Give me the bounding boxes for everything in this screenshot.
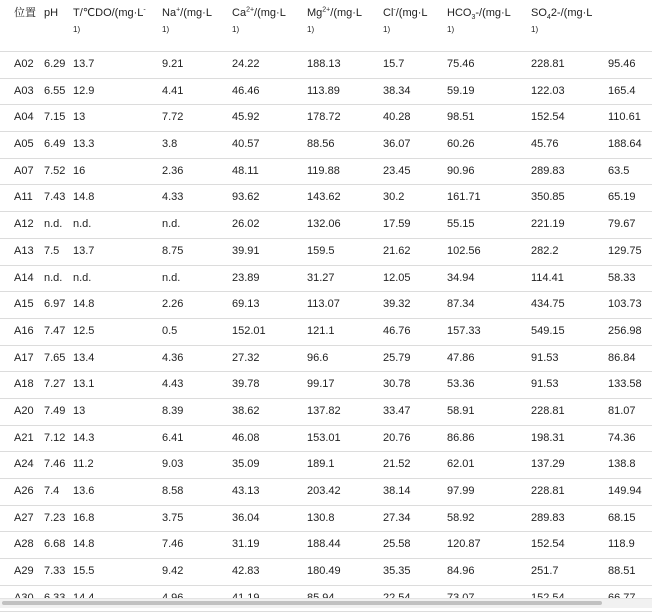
- column-header: [162, 3, 212, 37]
- table-cell: 81.07: [608, 404, 636, 417]
- site-id-cell: A13: [14, 244, 34, 257]
- table-cell: 84.96: [447, 565, 475, 578]
- table-cell: 6.68: [44, 538, 66, 551]
- table-row: [0, 185, 652, 212]
- header-unit-suffix: 1): [232, 25, 240, 34]
- table-cell: 9.21: [162, 58, 184, 70]
- table-cell: 13: [73, 111, 86, 124]
- table-cell: n.d.: [73, 218, 92, 231]
- header-text: 位置: [14, 7, 36, 19]
- table-cell: 62.01: [447, 458, 475, 471]
- table-cell: 152.54: [531, 538, 565, 551]
- table-cell: 4.36: [162, 351, 184, 364]
- header-superscript: +: [176, 6, 181, 14]
- table-cell: 27.32: [232, 351, 260, 364]
- table-row: [0, 239, 652, 266]
- table-cell: 132.06: [307, 218, 341, 231]
- table-cell: 15.7: [383, 58, 405, 70]
- table-cell: 143.62: [307, 191, 341, 204]
- table-cell: 74.36: [608, 431, 636, 444]
- table-cell: 178.72: [307, 111, 341, 124]
- header-text: /(mg·L: [254, 7, 286, 19]
- table-cell: 91.53: [531, 351, 559, 364]
- table-cell: 17.59: [383, 218, 411, 231]
- table-cell: 30.78: [383, 378, 411, 391]
- table-cell: 79.67: [608, 218, 636, 231]
- table-cell: 86.84: [608, 351, 636, 364]
- table-cell: 119.88: [307, 164, 340, 177]
- table-cell: n.d.: [162, 218, 181, 231]
- header-unit-suffix: 1): [383, 25, 391, 34]
- site-id-cell: A12: [14, 218, 34, 231]
- table-row: [0, 399, 652, 426]
- table-cell: 121.1: [307, 324, 335, 337]
- header-text: pH: [44, 7, 59, 19]
- table-cell: 46.08: [232, 431, 260, 444]
- table-cell: 7.27: [44, 378, 66, 391]
- table-cell: 138.8: [608, 458, 636, 471]
- table-cell: 9.03: [162, 458, 184, 471]
- table-cell: 289.83: [531, 164, 565, 177]
- table-cell: 58.92: [447, 511, 475, 524]
- table-cell: 221.19: [531, 218, 565, 231]
- table-cell: 282.2: [531, 244, 559, 257]
- table-cell: 75.46: [447, 58, 475, 70]
- table-cell: 69.13: [232, 298, 260, 311]
- site-id-cell: A27: [14, 511, 34, 524]
- table-cell: 152.54: [531, 111, 565, 124]
- column-header: [73, 3, 146, 37]
- table-cell: 16.8: [73, 511, 95, 524]
- table-cell: 86.86: [447, 431, 475, 444]
- header-text: Ca: [232, 7, 247, 19]
- table-cell: 13.3: [73, 138, 95, 151]
- table-row: [0, 372, 652, 399]
- table-cell: 129.75: [608, 244, 642, 257]
- site-id-cell: A15: [14, 298, 34, 311]
- table-cell: 137.29: [531, 458, 565, 471]
- table-cell: 6.41: [162, 431, 184, 444]
- column-header: [531, 3, 592, 37]
- table-cell: 159.5: [307, 244, 335, 257]
- site-id-cell: A14: [14, 271, 34, 284]
- table-cell: 3.75: [162, 511, 184, 524]
- table-cell: 35.35: [383, 565, 411, 578]
- table-cell: 45.76: [531, 138, 559, 151]
- site-id-cell: A02: [14, 58, 34, 70]
- table-cell: 7.49: [44, 404, 66, 417]
- site-id-cell: A26: [14, 485, 34, 497]
- table-cell: 97.99: [447, 485, 475, 497]
- header-text: HCO: [447, 7, 472, 19]
- table-cell: 165.4: [608, 84, 636, 97]
- table-cell: 149.94: [608, 485, 642, 497]
- header-text: /(mg·L: [180, 7, 212, 19]
- header-unit-suffix: 1): [162, 25, 170, 34]
- table-cell: 24.22: [232, 58, 260, 70]
- table-cell: 6.29: [44, 58, 66, 70]
- header-text: Na: [162, 7, 177, 19]
- table-row: [0, 506, 652, 533]
- table-cell: 40.57: [232, 138, 260, 151]
- table-cell: 0.5: [162, 324, 178, 337]
- table-cell: 350.85: [531, 191, 565, 204]
- table-cell: 289.83: [531, 511, 565, 524]
- table-cell: 188.13: [307, 58, 341, 70]
- table-cell: 36.04: [232, 511, 260, 524]
- table-cell: 7.46: [44, 458, 66, 471]
- table-cell: 13: [73, 404, 86, 417]
- table-cell: 188.44: [307, 538, 341, 551]
- table-cell: 198.31: [531, 431, 565, 444]
- site-id-cell: A29: [14, 565, 34, 578]
- header-text: SO: [531, 7, 547, 19]
- table-cell: 4.43: [162, 378, 184, 391]
- table-cell: 7.47: [44, 324, 66, 337]
- table-cell: 39.78: [232, 378, 260, 391]
- table-cell: 63.5: [608, 164, 630, 177]
- site-id-cell: A20: [14, 404, 34, 417]
- header-text: Mg: [307, 7, 323, 19]
- table-cell: 7.72: [162, 111, 184, 124]
- table-cell: 14.8: [73, 298, 95, 311]
- table-cell: n.d.: [44, 218, 63, 231]
- table-cell: n.d.: [162, 271, 181, 284]
- table-cell: 4.33: [162, 191, 184, 204]
- table-row: [0, 105, 652, 132]
- table-row: [0, 559, 652, 586]
- table-cell: 6.49: [44, 138, 66, 151]
- table-cell: 549.15: [531, 324, 565, 337]
- table-cell: 39.32: [383, 298, 411, 311]
- table-cell: 38.62: [232, 404, 260, 417]
- table-cell: 33.47: [383, 404, 411, 417]
- column-header: [383, 3, 428, 37]
- table-cell: 14.3: [73, 431, 95, 444]
- table-cell: 87.34: [447, 298, 475, 311]
- table-cell: 60.26: [447, 138, 475, 151]
- table-cell: 25.58: [383, 538, 411, 551]
- table-cell: 42.83: [232, 565, 260, 578]
- site-id-cell: A04: [14, 111, 34, 124]
- table-row: [0, 452, 652, 479]
- table-cell: 27.34: [383, 511, 411, 524]
- table-cell: 7.12: [44, 431, 66, 444]
- table-cell: 157.33: [447, 324, 481, 337]
- table-cell: 152.01: [232, 324, 266, 337]
- table-cell: 53.36: [447, 378, 475, 391]
- table-cell: 7.23: [44, 511, 66, 524]
- site-id-cell: A28: [14, 538, 34, 551]
- table-cell: 88.56: [307, 138, 335, 151]
- table-cell: 23.45: [383, 164, 411, 177]
- table-row: [0, 266, 652, 293]
- table-cell: 7.46: [162, 538, 184, 551]
- table-cell: 26.02: [232, 218, 260, 231]
- table-row: [0, 292, 652, 319]
- header-text: /(mg·L: [330, 7, 363, 19]
- table-cell: 113.07: [307, 298, 340, 311]
- table-cell: 256.98: [608, 324, 642, 337]
- table-cell: 14.8: [73, 538, 95, 551]
- site-id-cell: A24: [14, 458, 34, 471]
- table-cell: 118.9: [608, 538, 635, 551]
- column-header: [44, 3, 58, 23]
- column-header: [307, 3, 362, 37]
- table-cell: 38.14: [383, 485, 411, 497]
- header-unit-suffix: 1): [73, 25, 81, 34]
- table-cell: 2.26: [162, 298, 184, 311]
- table-cell: 188.64: [608, 138, 642, 151]
- table-cell: 130.8: [307, 511, 335, 524]
- table-row: [0, 52, 652, 79]
- table-cell: 48.11: [232, 164, 259, 177]
- table-cell: 7.43: [44, 191, 66, 204]
- table-cell: 3.8: [162, 138, 178, 151]
- site-id-cell: A16: [14, 324, 34, 337]
- table-cell: 55.15: [447, 218, 475, 231]
- table-cell: 2.36: [162, 164, 184, 177]
- table-cell: 228.81: [531, 404, 565, 417]
- header-text: 2-/(mg·L: [550, 7, 593, 19]
- table-row: [0, 159, 652, 186]
- table-cell: 90.96: [447, 164, 475, 177]
- table-cell: 34.94: [447, 271, 475, 284]
- table-cell: 16: [73, 164, 86, 177]
- table-cell: 9.42: [162, 565, 184, 578]
- table-cell: 98.51: [447, 111, 475, 124]
- table-cell: 21.52: [383, 458, 411, 471]
- header-subscript: 4: [546, 14, 551, 22]
- header-superscript: -: [393, 6, 396, 14]
- table-cell: 7.33: [44, 565, 66, 578]
- table-cell: 59.19: [447, 84, 475, 97]
- table-cell: 23.89: [232, 271, 260, 284]
- table-cell: 31.19: [232, 538, 260, 551]
- table-cell: 39.91: [232, 244, 260, 257]
- table-cell: 36.07: [383, 138, 411, 151]
- table-cell: 12.5: [73, 324, 95, 337]
- table-row: [0, 319, 652, 346]
- table-cell: n.d.: [44, 271, 63, 284]
- table-cell: 46.46: [232, 84, 260, 97]
- header-text: /(mg·L: [395, 7, 428, 19]
- table-cell: 7.5: [44, 244, 60, 257]
- column-header: [232, 3, 286, 37]
- site-id-cell: A03: [14, 84, 34, 97]
- table-cell: 31.27: [307, 271, 335, 284]
- table-row: [0, 426, 652, 453]
- column-header: [14, 3, 36, 23]
- header-text: Cl: [383, 7, 394, 19]
- table-cell: 46.76: [383, 324, 411, 337]
- table-cell: 161.71: [447, 191, 481, 204]
- table-cell: 189.1: [307, 458, 335, 471]
- site-id-cell: A05: [14, 138, 34, 151]
- table-cell: 133.58: [608, 378, 642, 391]
- table-cell: 30.2: [383, 191, 405, 204]
- table-cell: 180.49: [307, 565, 341, 578]
- table-cell: 88.51: [608, 565, 636, 578]
- header-superscript: -: [143, 6, 146, 14]
- table-cell: 38.34: [383, 84, 411, 97]
- table-cell: 228.81: [531, 58, 565, 70]
- table-cell: 103.73: [608, 298, 642, 311]
- table-cell: 12.9: [73, 84, 95, 97]
- site-id-cell: A21: [14, 431, 34, 444]
- table-cell: 120.87: [447, 538, 481, 551]
- header-unit-suffix: 1): [307, 25, 315, 34]
- site-id-cell: A07: [14, 164, 34, 177]
- table-cell: 7.4: [44, 485, 60, 497]
- table-row: [0, 79, 652, 106]
- table-row: [0, 346, 652, 373]
- table-row: [0, 479, 652, 506]
- scrollbar-thumb[interactable]: [2, 601, 602, 605]
- table-cell: 6.55: [44, 84, 66, 97]
- table-cell: 21.62: [383, 244, 411, 257]
- table-cell: n.d.: [73, 271, 92, 284]
- table-cell: 137.82: [307, 404, 341, 417]
- table-cell: 11.2: [73, 458, 94, 471]
- table-row: [0, 212, 652, 239]
- table-cell: 20.76: [383, 431, 411, 444]
- table-row: [0, 132, 652, 159]
- table-cell: 203.42: [307, 485, 341, 497]
- table-cell: 4.41: [162, 84, 184, 97]
- column-header: [447, 3, 511, 37]
- table-cell: 8.39: [162, 404, 184, 417]
- table-cell: 93.62: [232, 191, 260, 204]
- table-cell: 7.65: [44, 351, 66, 364]
- table-cell: 13.7: [73, 244, 95, 257]
- site-id-cell: A11: [14, 191, 33, 204]
- table-cell: 8.58: [162, 485, 184, 497]
- header-superscript: 2+: [246, 6, 255, 14]
- table-cell: 110.61: [608, 111, 641, 124]
- table-cell: 7.15: [44, 111, 66, 124]
- header-unit-suffix: 1): [531, 25, 539, 34]
- table-cell: 58.91: [447, 404, 475, 417]
- table-cell: 13.6: [73, 485, 95, 497]
- table-cell: 7.52: [44, 164, 66, 177]
- table-body: [0, 52, 652, 612]
- table-cell: 58.33: [608, 271, 636, 284]
- table-cell: 47.86: [447, 351, 475, 364]
- table-cell: 40.28: [383, 111, 411, 124]
- table-cell: 14.8: [73, 191, 95, 204]
- table-cell: 68.15: [608, 511, 636, 524]
- table-cell: 13.1: [73, 378, 95, 391]
- header-text: -/(mg·L: [475, 7, 511, 19]
- table-cell: 122.03: [531, 84, 565, 97]
- table-cell: 96.6: [307, 351, 329, 364]
- header-text: T/℃DO/(mg·L: [73, 7, 144, 19]
- table-cell: 434.75: [531, 298, 565, 311]
- table-cell: 91.53: [531, 378, 559, 391]
- table-cell: 43.13: [232, 485, 260, 497]
- table-cell: 13.7: [73, 58, 95, 70]
- table-cell: 228.81: [531, 485, 565, 497]
- table-cell: 35.09: [232, 458, 260, 471]
- table-cell: 102.56: [447, 244, 481, 257]
- table-cell: 113.89: [307, 84, 340, 97]
- site-id-cell: A17: [14, 351, 34, 364]
- table-cell: 153.01: [307, 431, 341, 444]
- table-cell: 6.97: [44, 298, 66, 311]
- table-cell: 13.4: [73, 351, 95, 364]
- table-cell: 95.46: [608, 58, 636, 70]
- header-unit-suffix: 1): [447, 25, 455, 34]
- header-superscript: 2+: [322, 6, 331, 14]
- table-cell: 8.75: [162, 244, 184, 257]
- table-cell: 114.41: [531, 271, 564, 284]
- table-cell: 12.05: [383, 271, 411, 284]
- table-header-row: [0, 0, 652, 52]
- table-cell: 251.7: [531, 565, 559, 578]
- table-cell: 65.19: [608, 191, 636, 204]
- table-cell: 45.92: [232, 111, 260, 124]
- table-cell: 99.17: [307, 378, 335, 391]
- table-cell: 25.79: [383, 351, 411, 364]
- table-cell: 15.5: [73, 565, 95, 578]
- header-subscript: 3: [471, 14, 476, 22]
- site-id-cell: A18: [14, 378, 34, 391]
- table-row: [0, 532, 652, 559]
